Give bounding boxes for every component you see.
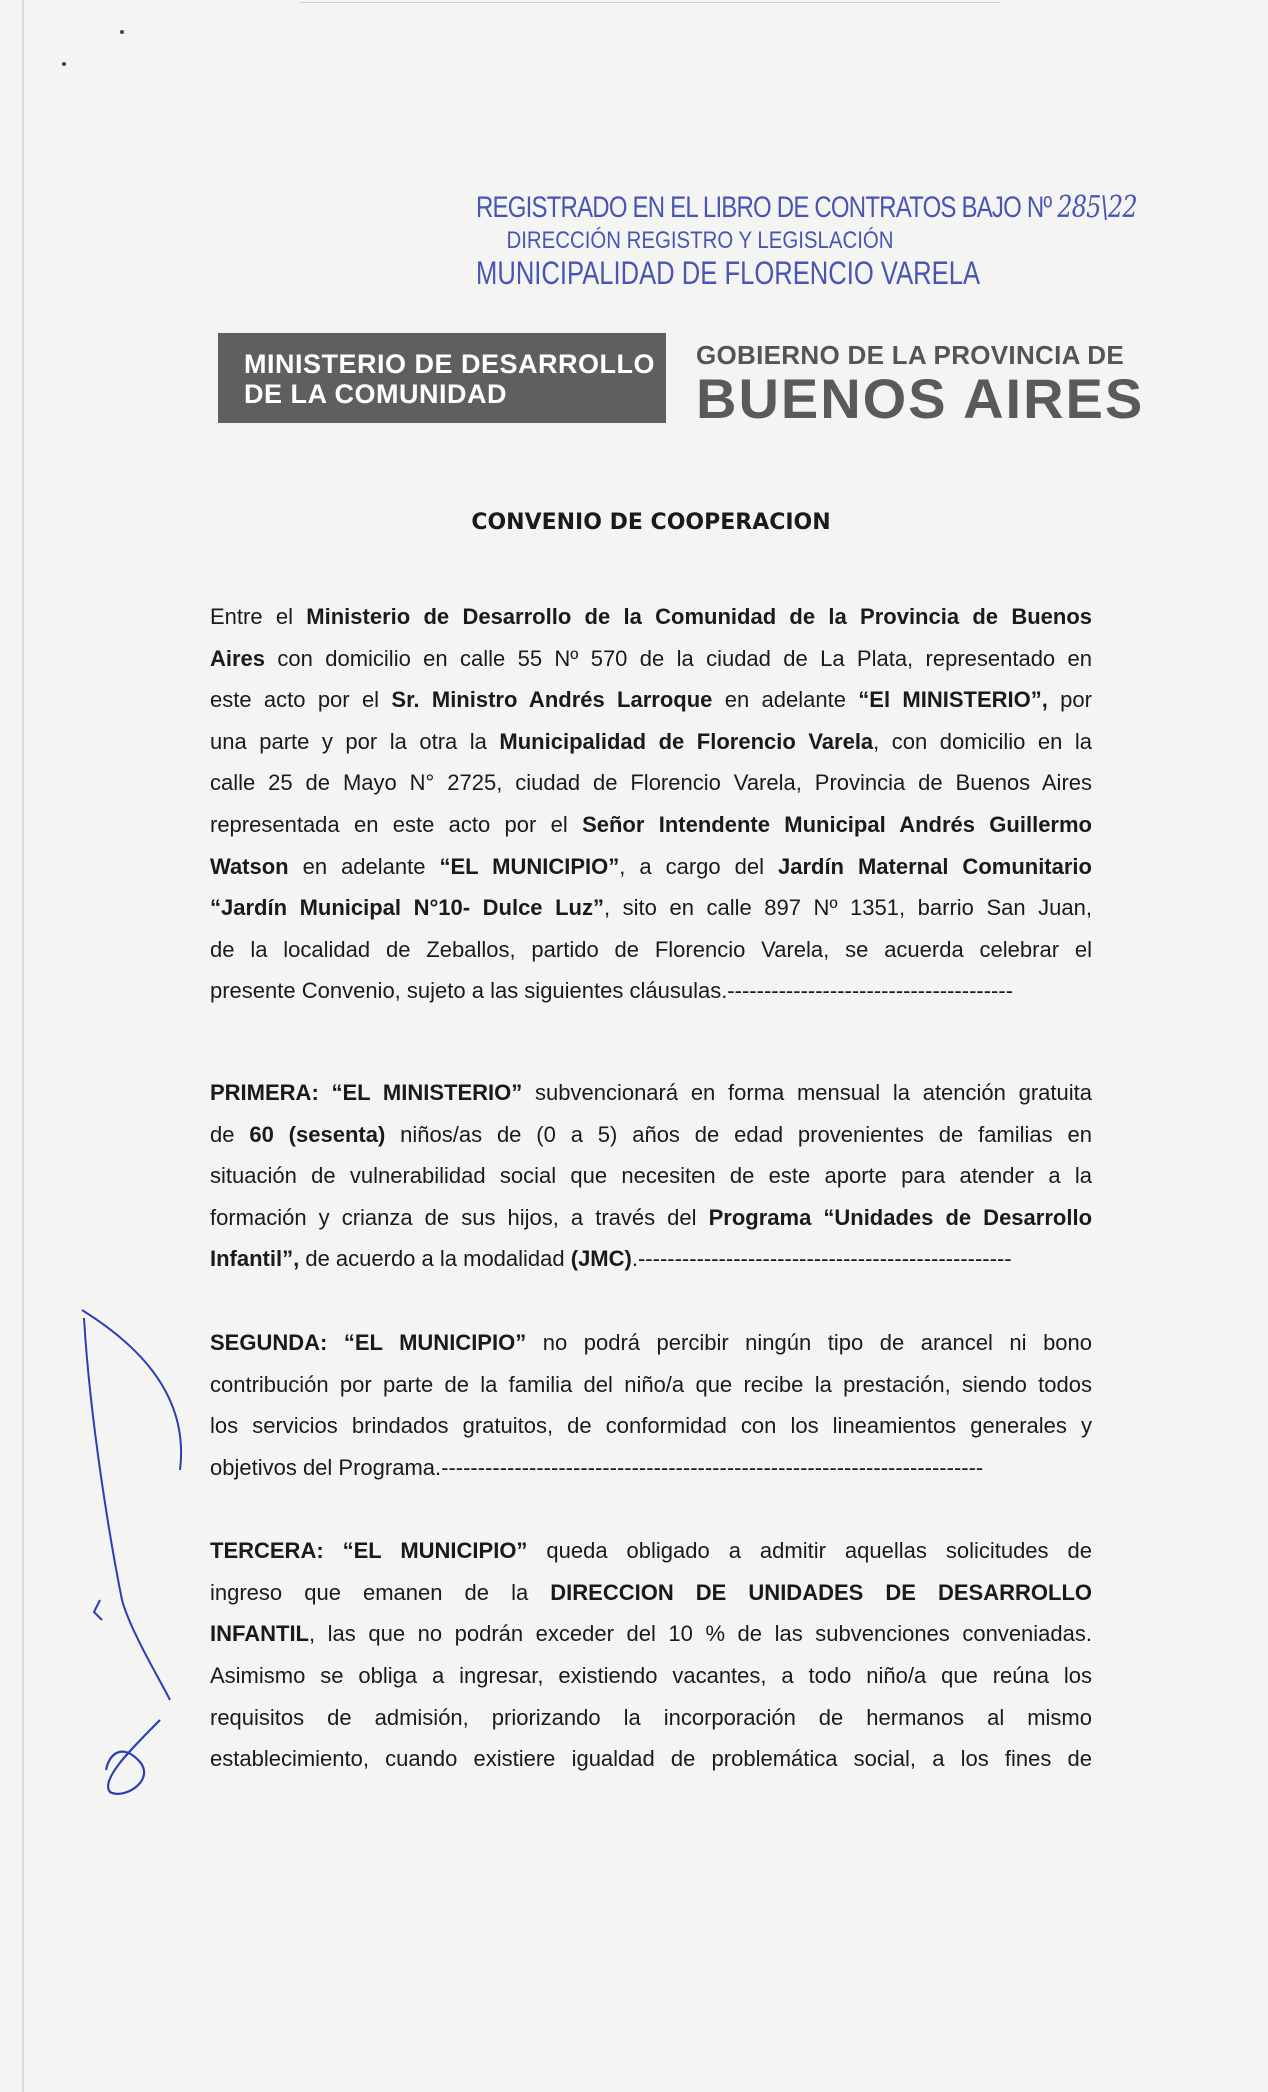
speck xyxy=(120,30,124,34)
stamp-line-2: DIRECCIÓN REGISTRO Y LEGISLACIÓN xyxy=(506,227,894,254)
ministry-logo-line-2: DE LA COMUNIDAD xyxy=(244,379,507,409)
intro-paragraph: Entre el Ministerio de Desarrollo de la Comunidad de la Provincia de Buenos Aires con domicilio en calle 55 Nº 570 de la ciudad de La Plata, representado en este acto por el Sr. Ministro Andrés Larroque en adelante “El MINISTERIO”, por una parte y por la otra la Municipalidad de Florencio Varela, con domicilio en la calle 25 de Mayo N° 2725, ciudad de Florencio Varela, Provincia de Buenos Aires representada en este acto por el Señor Intendente Municipal Andrés Guillermo Watson en adelante “EL MUNICIPIO”, a cargo del Jardín Maternal Comunitario “Jardín Municipal N°10- Dulce Luz”, sito en calle 897 Nº 1351, barrio San Juan, de la localidad de Zeballos, partido de Florencio Varela, se acuerda celebrar el presente Convenio, sujeto a las siguientes cláusulas.--------------------------------------- xyxy=(210,604,1093,1004)
government-logo-line-1: GOBIERNO DE LA PROVINCIA DE xyxy=(696,340,1124,370)
speck xyxy=(62,62,66,66)
stamp-line-3: MUNICIPALIDAD DE FLORENCIO VARELA xyxy=(476,255,981,291)
government-logo xyxy=(696,340,1145,430)
registration-stamp xyxy=(420,190,1137,292)
scan-top-line xyxy=(300,2,1000,3)
clause-primera: PRIMERA: “EL MINISTERIO” subvencionará en forma mensual la atención gratuita de 60 (sesenta) niños/as de (0 a 5) años de edad provenientes de familias en situación de vulnerabilidad social que necesiten de este aporte para atender a la formación y crianza de sus hijos, a través del Programa “Unidades de Desarrollo Infantil”, de acuerdo a la modalidad (JMC).--------------------------------------------------- xyxy=(210,1079,1093,1272)
handwritten-signature xyxy=(70,1300,190,1800)
stamp-line-1: REGISTRADO EN EL LIBRO DE CONTRATOS BAJO Nº xyxy=(476,191,1052,224)
government-logo-line-2: BUENOS AIRES xyxy=(696,367,1145,430)
document-body xyxy=(210,596,1092,1780)
ministry-logo-line-1: MINISTERIO DE DESARROLLO xyxy=(244,349,656,379)
clause-tercera: TERCERA: “EL MUNICIPIO” queda obligado a admitir aquellas solicitudes de ingreso que emanen de la DIRECCION DE UNIDADES DE DESARROLLO INFANTIL, las que no podrán exceder del 10 % de las subvenciones conveniadas. Asimismo se obliga a ingresar, existiendo vacantes, a todo niño/a que reúna los requisitos de admisión, priorizando la incorporación de hermanos al mismo establecimiento, cuando existiere igualdad de problemática social, a los fines de xyxy=(210,1538,1092,1772)
ministry-logo xyxy=(218,333,666,423)
document-title: CONVENIO DE COOPERACION xyxy=(471,510,831,535)
clause-segunda: SEGUNDA: “EL MUNICIPIO” no podrá percibir ningún tipo de arancel ni bono contribución por parte de la familia del niño/a que recibe la prestación, siendo todos los servicios brindados gratuitos, de conformidad con los lineamientos generales y objetivos del Programa.-------------------------------------------------------------------------- xyxy=(210,1329,1093,1480)
scan-edge xyxy=(22,0,24,2092)
stamp-handwritten-number: 285\22 xyxy=(1057,190,1137,225)
